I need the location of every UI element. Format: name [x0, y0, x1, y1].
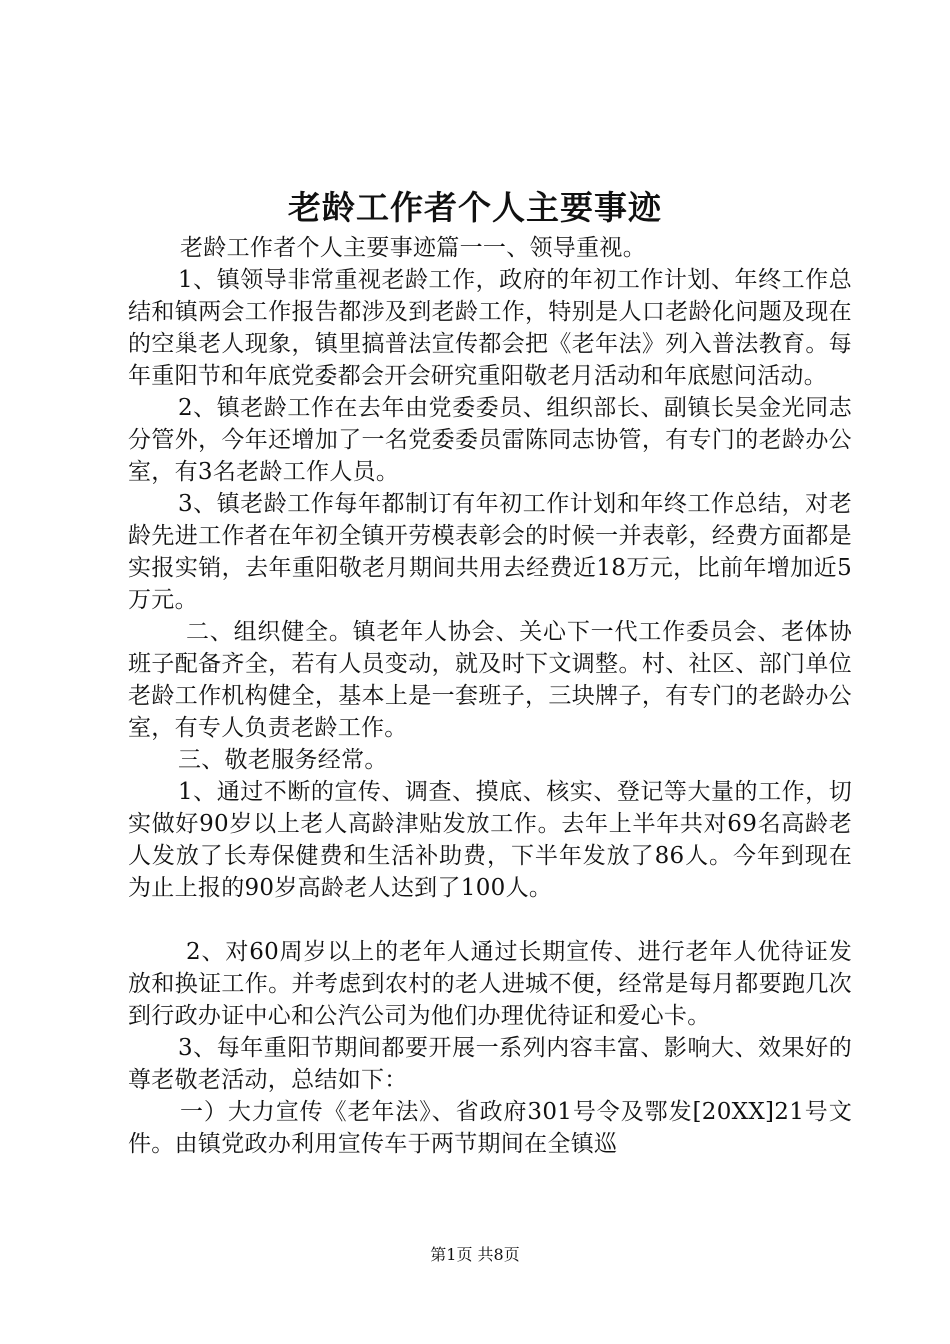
paragraph-intro: 老龄工作者个人主要事迹篇一一、领导重视。 — [180, 235, 646, 261]
paragraph-service-heading: 三、敬老服务经常。 — [178, 747, 388, 773]
paragraph-organization: 二、组织健全。镇老年人协会、关心下一代工作委员会、老体协班子配备齐全，若有人员变动，就及时下文调整。村、社区、部门单位老龄工作机构健全，基本上是一套班子，三块牌子，有专门的老龄办公室，有专人负责老龄工作。 — [128, 619, 852, 741]
document-body — [128, 232, 852, 1160]
paragraph-service-1: 1、通过不断的宣传、调查、摸底、核实、登记等大量的工作，切实做好90岁以上老人高龄津贴发放工作。去年上半年共对69名高龄老人发放了长寿保健费和生活补助费，下半年发放了86人。今年到现在为止上报的90岁高龄老人达到了100人。 — [128, 779, 852, 901]
page-footer: 第1页 共8页 — [430, 1245, 520, 1264]
paragraph-leadership-3: 3、镇老龄工作每年都制订有年初工作计划和年终工作总结，对老龄先进工作者在年初全镇开劳模表彰会的时候一并表彰，经费方面都是实报实销，去年重阳敬老月期间共用去经费近18万元，比前年增加近5万元。 — [128, 491, 852, 613]
paragraph-service-2: 2、对60周岁以上的老年人通过长期宣传、进行老年人优待证发放和换证工作。并考虑到农村的老人进城不便，经常是每月都要跑几次到行政办证中心和公汽公司为他们办理优待证和爱心卡。 — [128, 939, 852, 1029]
paragraph-spacer — [128, 904, 852, 936]
paragraph-leadership-1: 1、镇领导非常重视老龄工作，政府的年初工作计划、年终工作总结和镇两会工作报告都涉及到老龄工作，特别是人口老龄化问题及现在的空巢老人现象，镇里搞普法宣传都会把《老年法》列入普法教育。每年重阳节和年底党委都会开会研究重阳敬老月活动和年底慰问活动。 — [128, 267, 852, 389]
document-title: 老龄工作者个人主要事迹 — [288, 188, 662, 227]
paragraph-leadership-2: 2、镇老龄工作在去年由党委委员、组织部长、副镇长吴金光同志分管外，今年还增加了一名党委委员雷陈同志协管，有专门的老龄办公室，有3名老龄工作人员。 — [128, 395, 852, 485]
paragraph-service-3-item-1: 一）大力宣传《老年法》、省政府301号令及鄂发[20XX]21号文件。由镇党政办利用宣传车于两节期间在全镇巡 — [128, 1099, 852, 1157]
paragraph-service-3: 3、每年重阳节期间都要开展一系列内容丰富、影响大、效果好的尊老敬老活动，总结如下： — [128, 1035, 852, 1093]
